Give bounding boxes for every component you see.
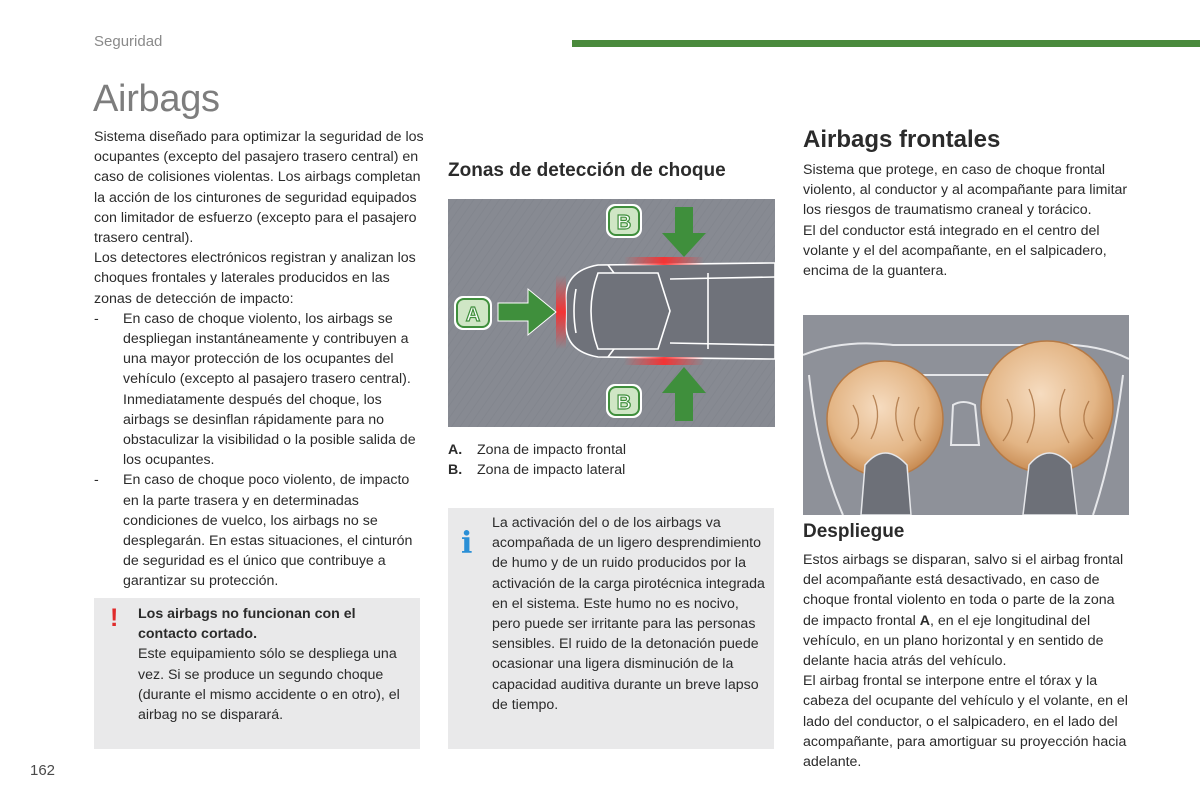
legend-key: B. — [448, 462, 463, 479]
warning-text — [138, 604, 410, 725]
deployment-heading: Despliegue — [803, 521, 905, 542]
warning-body: Este equipamiento sólo se despliega una vez. Si se produce un segundo choque (durante el mismo accidente o en otro), el airbag no se disparará. — [138, 646, 400, 724]
deployed-airbags-illustration — [803, 315, 1129, 515]
frontal-airbags-heading: Airbags frontales — [803, 126, 1001, 153]
legend-key: A. — [448, 442, 463, 458]
header-accent-bar — [572, 40, 1200, 47]
deployment-text-before: Estos airbags se disparan, salvo si el airbag frontal del acompañante está desactivado, en caso de choque frontal violento en toda o parte de la zona de impacto frontal — [803, 552, 1124, 629]
bullet-dash: - — [94, 472, 99, 489]
label-a-badge — [454, 296, 492, 330]
legend-row — [448, 440, 626, 460]
deployed-airbags-figure — [803, 315, 1129, 515]
zones-legend — [448, 440, 626, 480]
frontal-impact-zone — [556, 275, 566, 349]
label-a: A — [465, 304, 481, 326]
label-b-top: B — [616, 212, 632, 234]
impact-zones-illustration — [448, 199, 775, 427]
page-title: Airbags — [93, 78, 220, 120]
info-paragraph: La activación del o de los airbags va acompañada de un ligero desprendimiento de humo y de un ruido producidos por la activación de la carga pirotécnica integrada en el sistema. Este humo no es nocivo, pero puede ser irritante para las personas sensibles. El ruido de la detonación puede ocasionar una ligera disminución de la capacidad auditiva durante un breve lapso de tiempo. — [492, 515, 765, 713]
warning-icon: ! — [110, 604, 119, 632]
detectors-paragraph: Los detectores electrónicos registran y analizan los choques frontales y laterales producidos en las zonas de detección de impacto: — [94, 250, 416, 307]
legend-text: Zona de impacto frontal — [477, 442, 627, 458]
legend-text: Zona de impacto lateral — [477, 462, 626, 479]
deployment-paragraph-1 — [803, 550, 1133, 671]
warning-title: Los airbags no funcionan con el contacto cortado. — [138, 606, 356, 643]
zone-a-reference: A — [919, 612, 930, 629]
section-label: Seguridad — [94, 33, 163, 50]
bullet-dash: - — [94, 310, 99, 327]
deployment-paragraph-2: El airbag frontal se interpone entre el tórax y la cabeza del ocupante del vehículo y el volante, en el lado del conductor, o el salpicadero, en el lado del acompañante, para amortiguar su proyección hacia adelante. — [803, 673, 1128, 771]
zones-heading: Zonas de detección de choque — [448, 160, 726, 181]
info-box — [448, 508, 774, 749]
page-number: 162 — [30, 762, 56, 779]
intro-column — [94, 127, 424, 592]
car-top-view — [566, 263, 775, 359]
label-b-bottom-badge — [606, 384, 642, 418]
lateral-impact-zone-top — [624, 257, 704, 265]
bullet-text: En caso de choque poco violento, de impacto en la parte trasera y en determinadas condiciones de vuelco, los airbags no se desplegarán. En estas situaciones, el cinturón de seguridad es el único que contribuye a garantizar su protección. — [123, 472, 413, 590]
frontal-paragraph-2: El del conductor está integrado en el centro del volante y el del acompañante, en el salpicadero, encima de la guantera. — [803, 222, 1107, 280]
legend-row — [448, 460, 626, 480]
label-b-top-badge — [606, 204, 642, 238]
info-icon: i — [461, 526, 473, 561]
bullet-item — [94, 470, 424, 591]
bullet-item — [94, 309, 424, 471]
warning-box — [94, 598, 420, 749]
lateral-impact-zone-bottom — [624, 357, 704, 365]
info-text — [492, 513, 768, 715]
intro-paragraph: Sistema diseñado para optimizar la seguridad de los ocupantes (excepto del pasajero trasero central) en caso de colisiones violentas. Los airbags completan la acción de los cinturones de seguridad equipados con limitador de esfuerzo (excepto para el pasajero trasero central). — [94, 129, 424, 247]
frontal-paragraph-1: Sistema que protege, en caso de choque frontal violento, al conductor y al acompañante para limitar los riesgos de traumatismo craneal y torácico. — [803, 162, 1128, 219]
impact-bullets — [94, 309, 424, 592]
deployment-column — [803, 550, 1133, 772]
label-b-bottom: B — [616, 392, 632, 414]
impact-zones-figure — [448, 199, 775, 427]
deployment-text-after: , en el eje longitudinal del vehículo, en un plano horizontal y en sentido de delante hacia atrás del vehículo. — [803, 612, 1104, 670]
bullet-text: En caso de choque violento, los airbags se despliegan instantáneamente y contribuyen a una mayor protección de los ocupantes del vehículo (excepto al pasajero trasero central). Inmediatamente después del choque, los airbags se desinflan rápidamente para no obstaculizar la visibilidad o la posible salida de los ocupantes. — [123, 310, 416, 469]
frontal-airbags-column — [803, 160, 1133, 281]
